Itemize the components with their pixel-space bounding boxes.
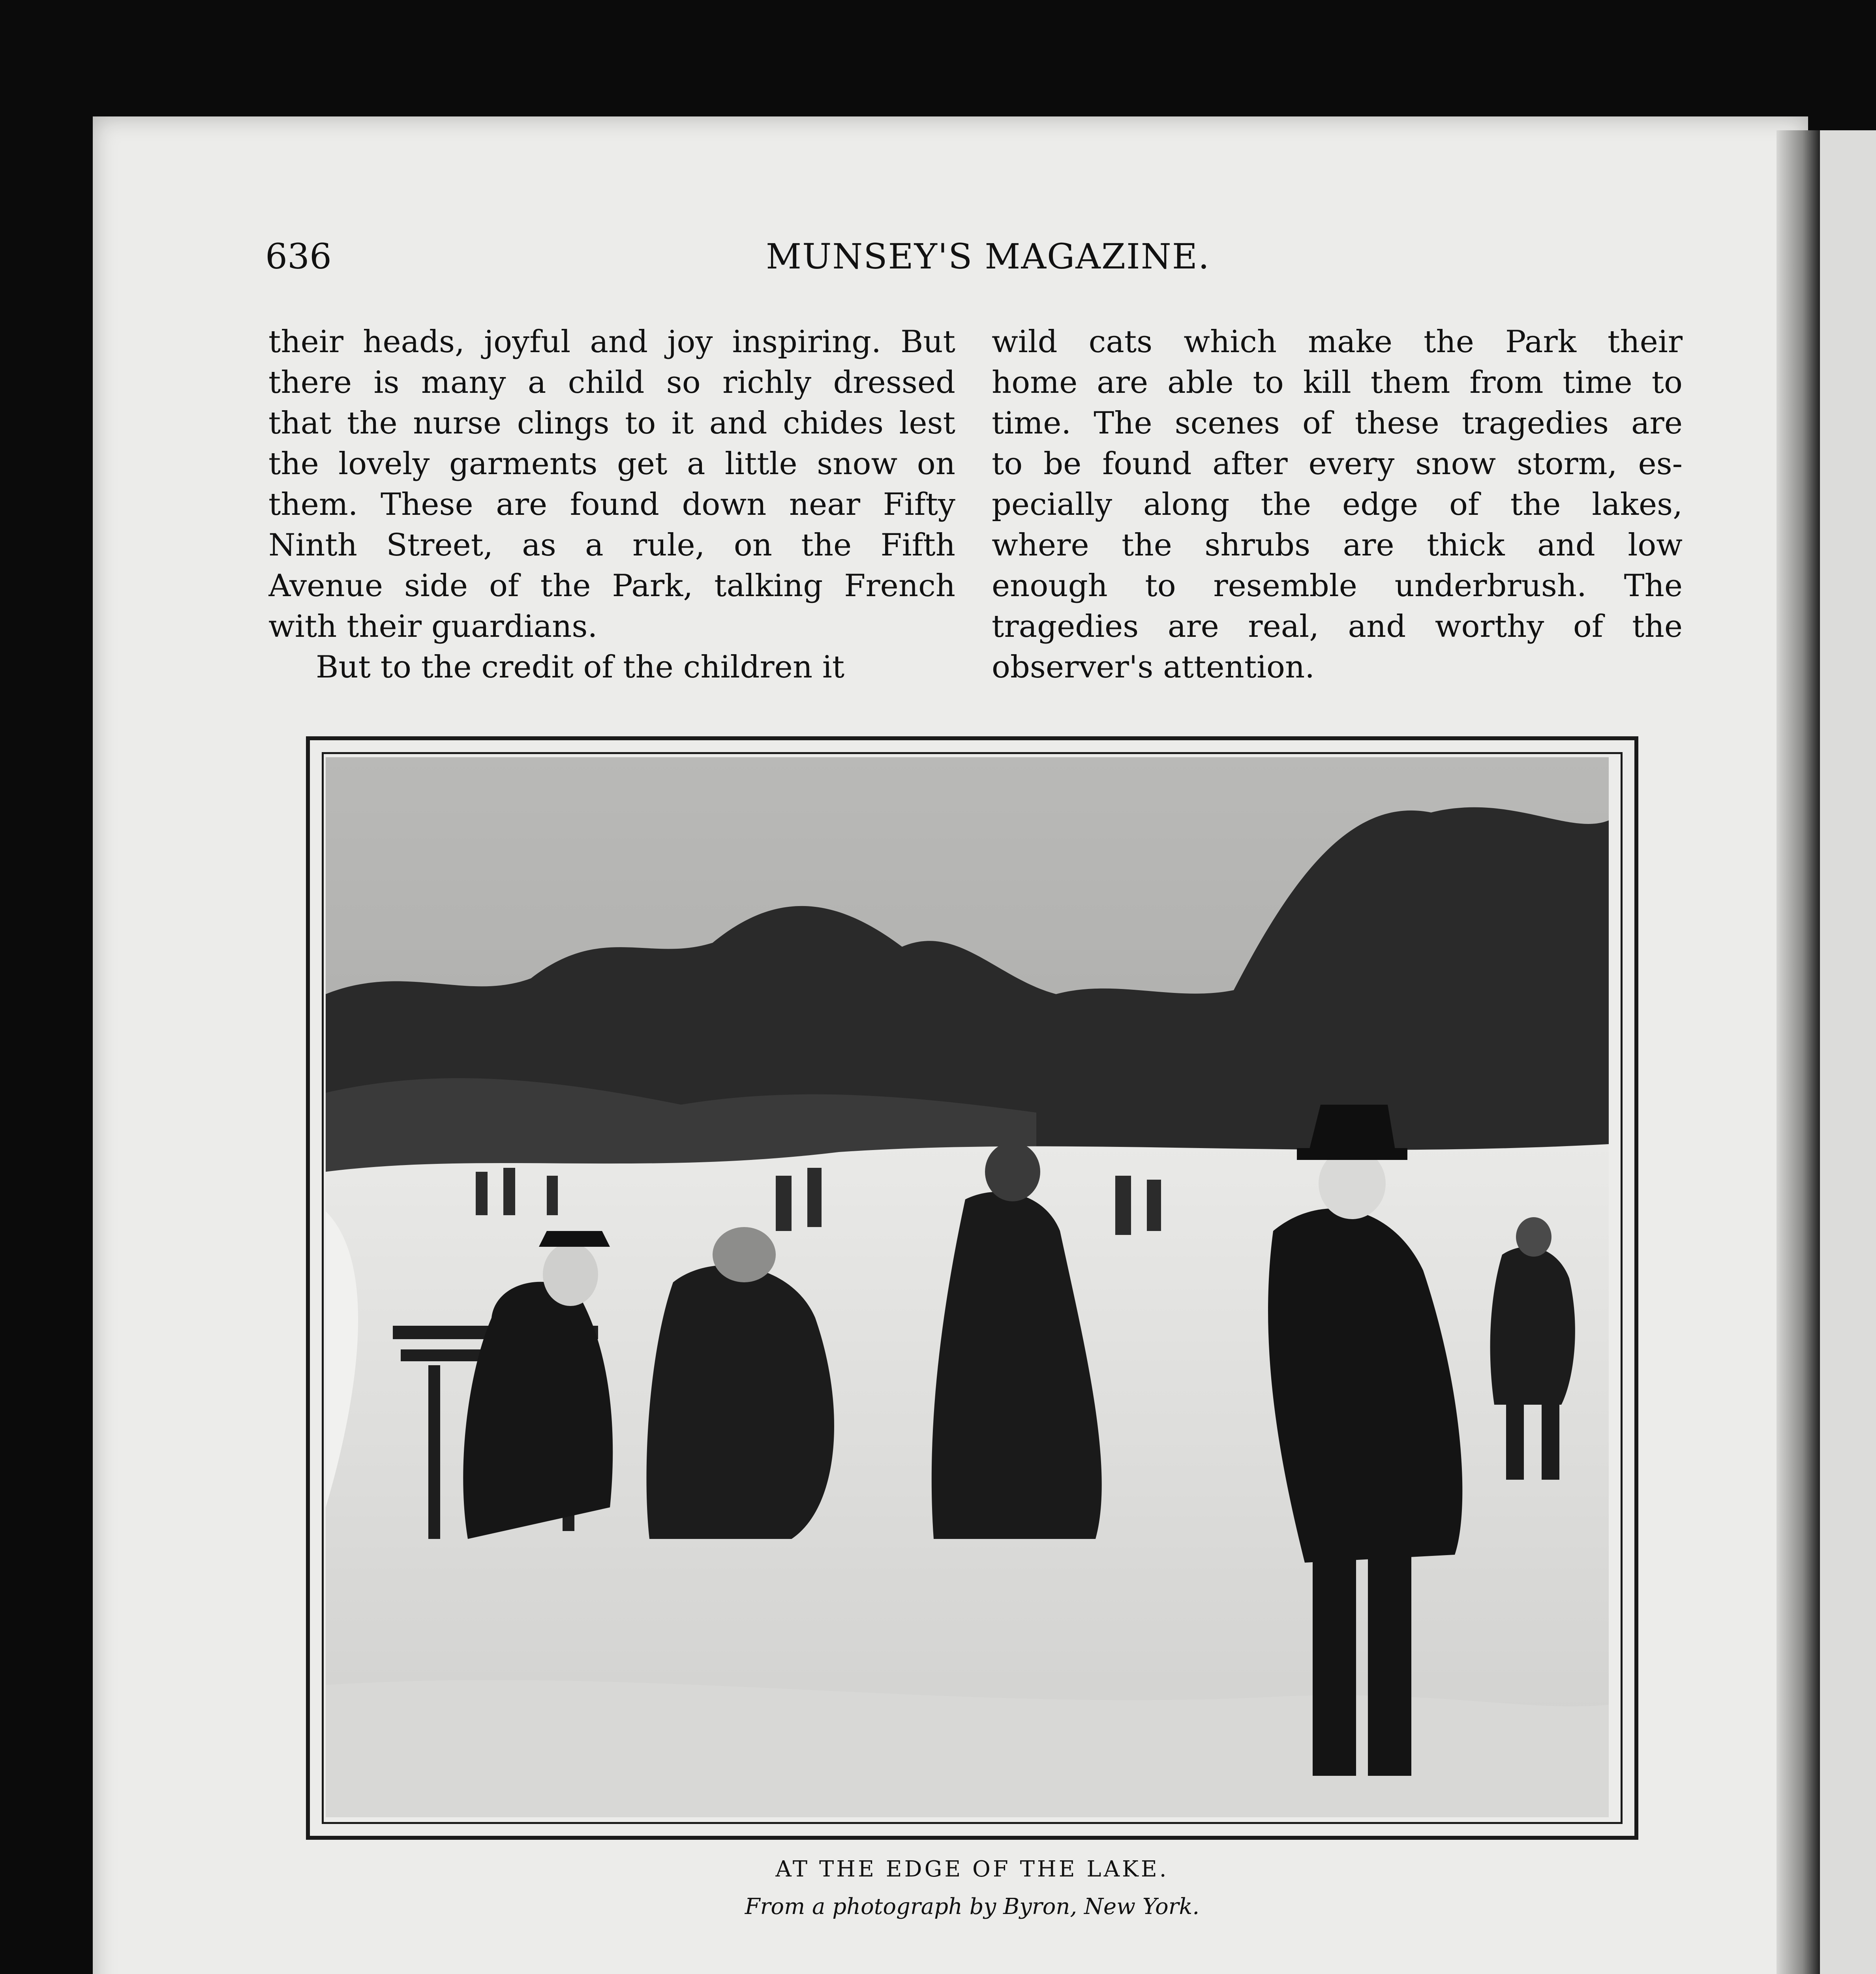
text-line: Ninth Street, as a rule, on the Fifth <box>268 527 955 563</box>
text-column-bottom-left <box>251 1972 940 1974</box>
text-line <box>979 1972 1668 1974</box>
text-line: time. The scenes of these tragedies are <box>992 405 1683 441</box>
text-line: tragedies are real, and worthy of the <box>992 609 1683 644</box>
text-line: where the shrubs are thick and low <box>992 527 1683 563</box>
adjacent-page-edge <box>1820 130 1876 1974</box>
text-line: wild cats which make the Park their <box>992 324 1683 360</box>
text-line: their heads, joyful and joy inspiring. But <box>268 324 955 360</box>
text-line: enough to resemble underbrush. The <box>992 568 1683 604</box>
running-title: MUNSEY'S MAGAZINE. <box>766 236 1210 277</box>
text-line: But to the credit of the children it <box>316 649 845 685</box>
page-spine <box>1777 130 1820 1974</box>
text-line: with their guardians. <box>268 609 598 644</box>
text-line <box>251 1972 940 1974</box>
text-column-bottom-right <box>979 1972 1668 1974</box>
text-line: there is many a child so richly dressed <box>268 365 955 400</box>
text-line: observer's attention. <box>992 649 1315 685</box>
text-line: home are able to kill them from time to <box>992 365 1683 400</box>
text-line: that the nurse clings to it and chides lest <box>268 405 955 441</box>
text-line: Avenue side of the Park, talking French <box>268 568 955 604</box>
text-column-top-right <box>992 322 1683 688</box>
text-line: pecially along the edge of the lakes, <box>992 487 1683 522</box>
page-number: 636 <box>265 236 332 277</box>
text-line: the lovely garments get a little snow on <box>268 446 955 482</box>
text-column-top-left <box>268 322 955 688</box>
photograph-park-lake-winter <box>326 757 1609 1817</box>
figure-caption-title: AT THE EDGE OF THE LAKE. <box>775 1856 1169 1882</box>
figure-caption-credit: From a photograph by Byron, New York. <box>745 1894 1200 1920</box>
text-line: to be found after every snow storm, es- <box>992 446 1683 482</box>
text-line: them. These are found down near Fifty <box>268 487 955 522</box>
